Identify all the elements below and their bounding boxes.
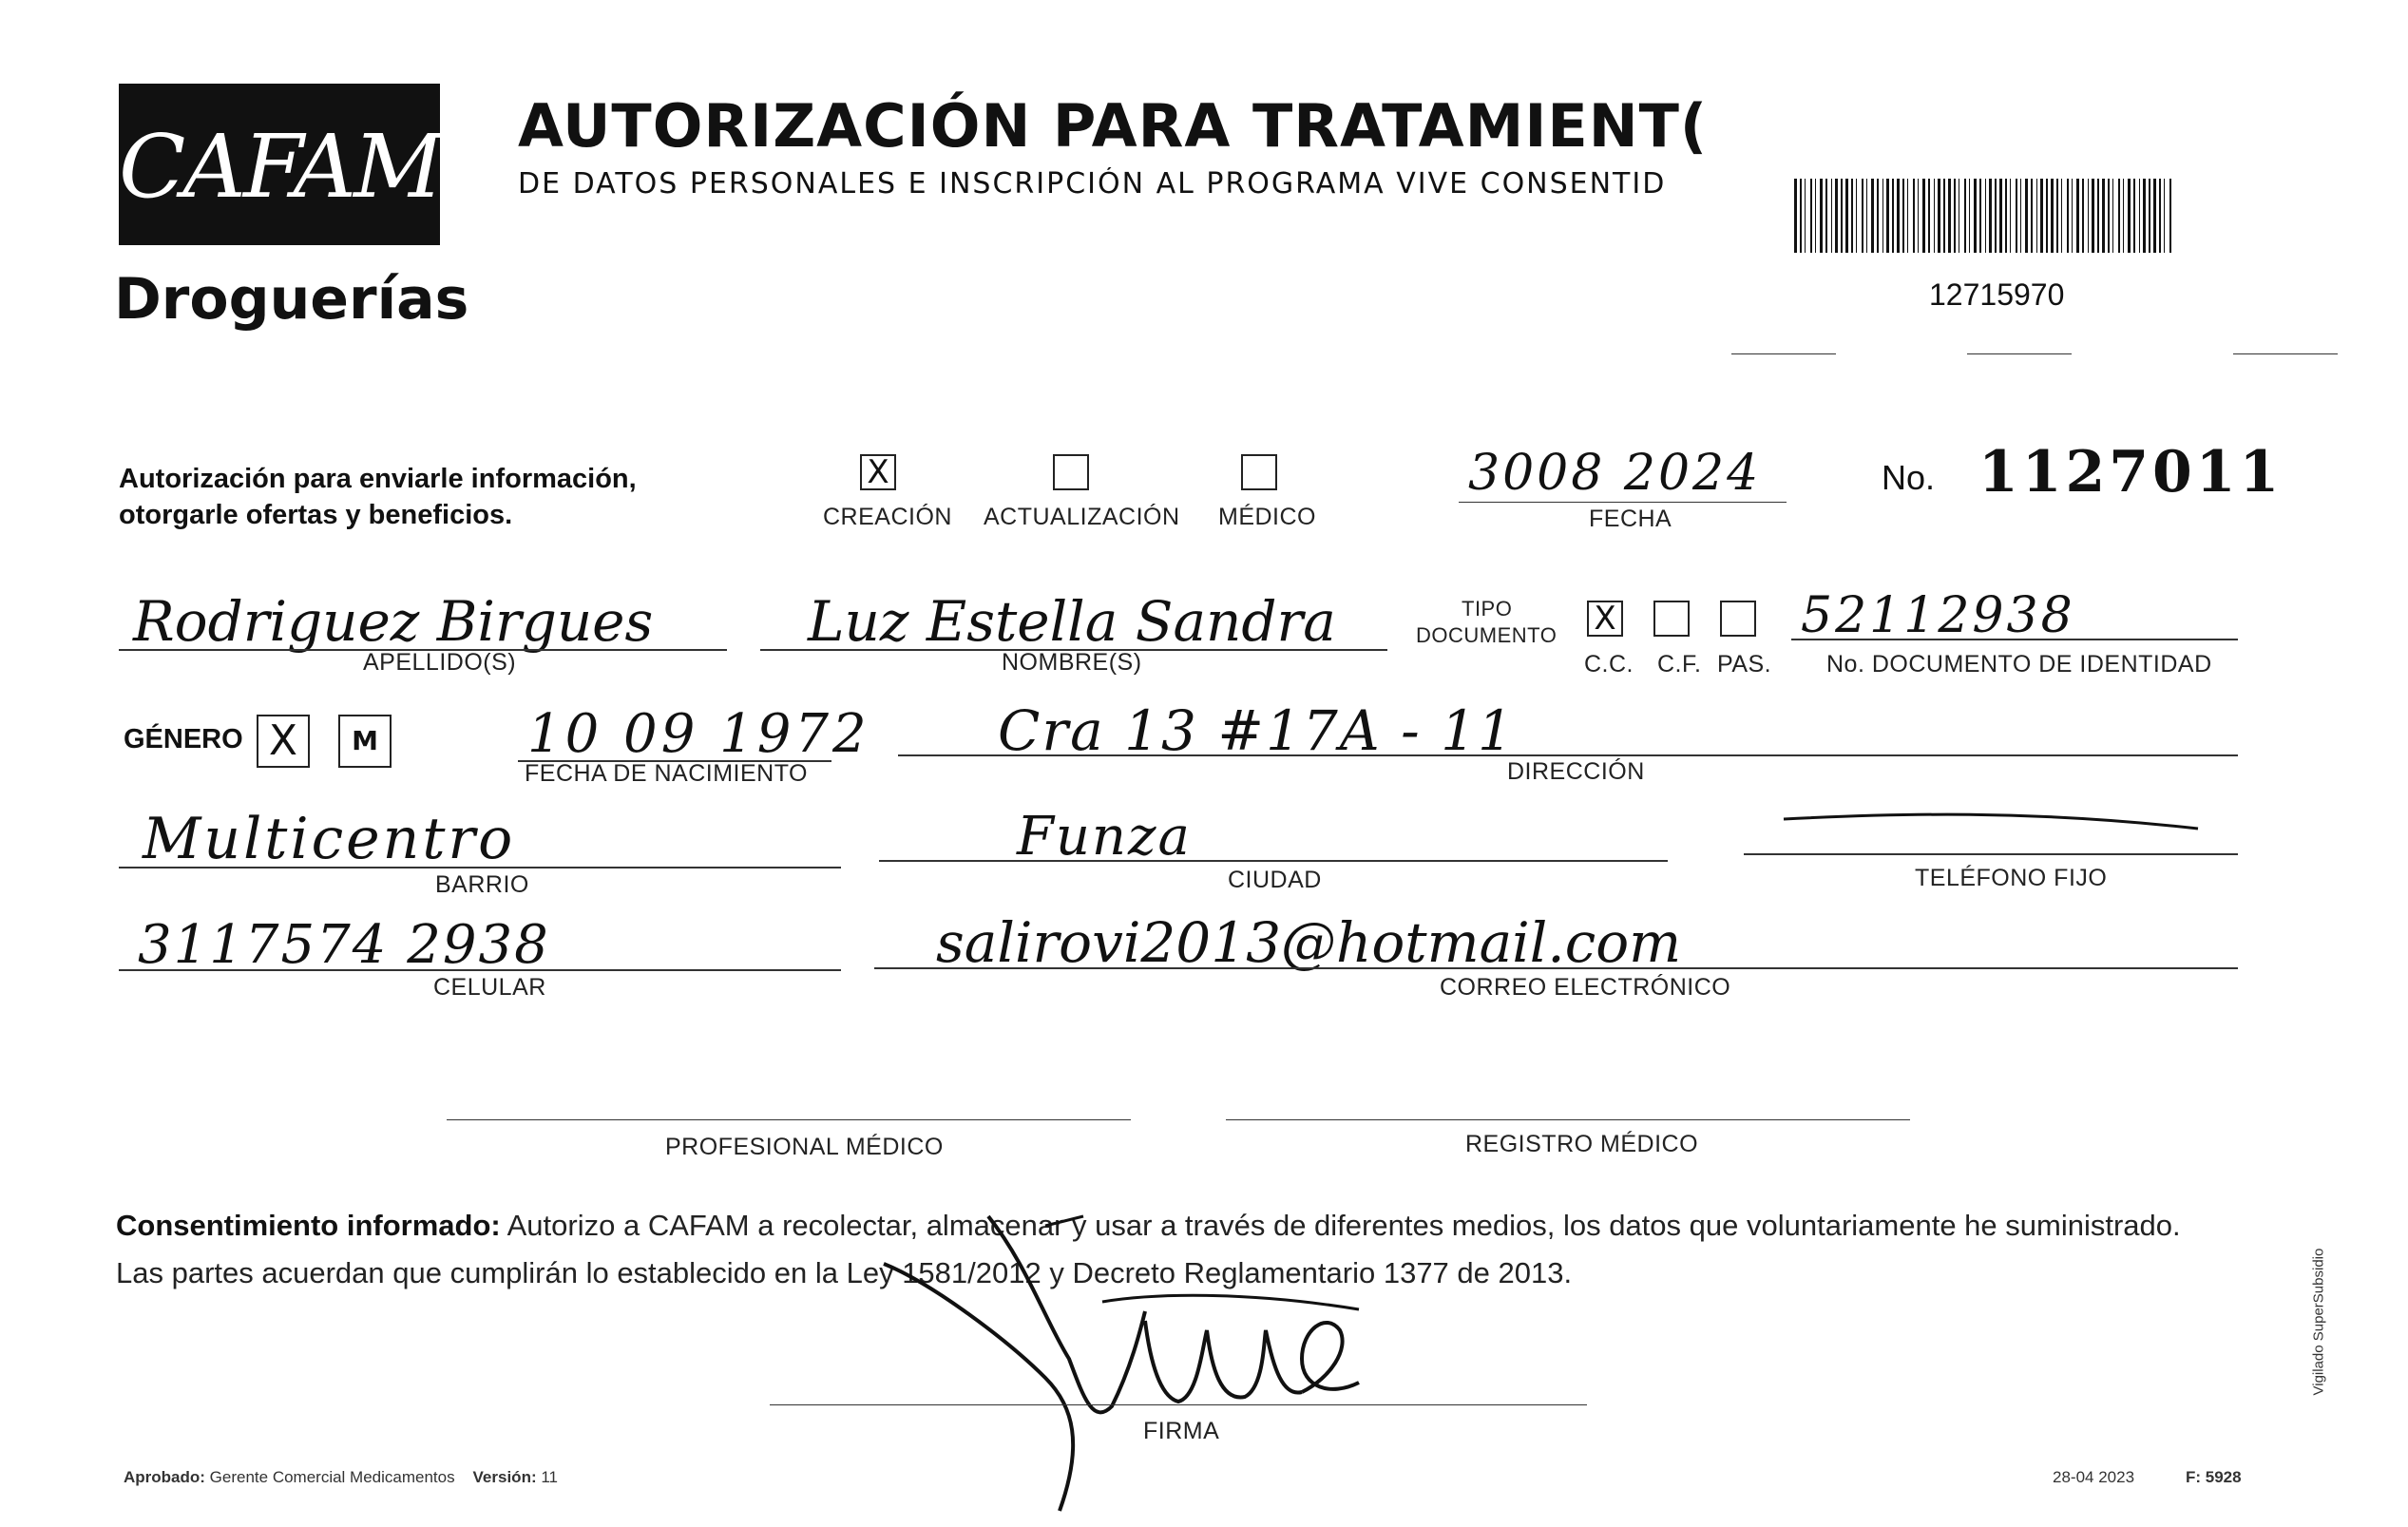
barcode-bar [1820, 179, 1823, 253]
footer-version-value: 11 [541, 1468, 559, 1486]
barcode-bar [1902, 179, 1904, 253]
barcode-bar [2149, 179, 2150, 253]
barcode-bar [2082, 179, 2084, 253]
medical-professional-label: PROFESIONAL MÉDICO [665, 1134, 944, 1160]
barcode-bar [2031, 179, 2033, 253]
email-label: CORREO ELECTRÓNICO [1440, 974, 1731, 1001]
barcode-bar [2169, 179, 2171, 253]
barcode-bar [2159, 179, 2161, 253]
barcode-bar [1922, 179, 1925, 253]
footer-date-code: 28-04 2023 [2053, 1468, 2135, 1486]
surnames-value[interactable]: Rodriguez Birgues [133, 589, 654, 654]
barcode-bar [2097, 179, 2099, 253]
barcode-bar [1810, 179, 1812, 253]
barcode-number: 12715970 [1929, 277, 2065, 312]
barcode-bar [2123, 179, 2124, 253]
footer-approved [124, 1468, 558, 1487]
barcode-bar [1928, 179, 1930, 253]
barcode-bar [1989, 179, 1992, 253]
birth-date-label: FECHA DE NACIMIENTO [525, 760, 808, 787]
checkbox-gender-f[interactable]: X [257, 715, 310, 768]
barcode-bar [1866, 179, 1867, 253]
label-actualizacion: ACTUALIZACIÓN [984, 504, 1180, 530]
vigilado-text: Vigilado SuperSubsidio [2310, 1248, 2327, 1396]
authorization-intro-line2: otorgarle ofertas y beneficios. [119, 500, 513, 530]
barcode-bar [1862, 179, 1863, 253]
footer-approved-value: Gerente Comercial Medicamentos [209, 1468, 455, 1486]
date-label: FECHA [1589, 506, 1672, 532]
barcode-bar [2092, 179, 2094, 253]
barcode-bar [2046, 179, 2048, 253]
barcode-bar [1886, 179, 1889, 253]
authorization-intro-line1: Autorización para enviarle información, [119, 464, 637, 494]
barcode-bar [1851, 179, 1853, 253]
barcode-bar [1845, 179, 1848, 253]
mobile-label: CELULAR [433, 974, 546, 1001]
names-label: NOMBRE(S) [1002, 649, 1142, 676]
barcode-bar [1943, 179, 1945, 253]
barcode-bar [2112, 179, 2113, 253]
doc-number-value[interactable]: 52112938 [1801, 587, 2075, 644]
barcode-bar [2102, 179, 2105, 253]
label-creacion: CREACIÓN [823, 504, 952, 530]
barcode-bar [2067, 179, 2069, 253]
barcode-bar [2016, 179, 2017, 253]
barcode-bar [2128, 179, 2131, 253]
footer-f-code: F: 5928 [2186, 1468, 2242, 1486]
signature-label: FIRMA [1143, 1418, 1220, 1444]
barrio-value[interactable]: Multicentro [143, 806, 516, 872]
doc-type-label-2: DOCUMENTO [1416, 623, 1558, 647]
checkbox-actualizacion[interactable] [1053, 454, 1089, 490]
barcode-bar [2061, 179, 2062, 253]
barcode-bar [1871, 179, 1874, 253]
barcode-bar [1841, 179, 1843, 253]
barcode-bar [1979, 179, 1981, 253]
barcode-bar [1882, 179, 1883, 253]
logo-text: CAFAM [119, 116, 441, 218]
address-value[interactable]: Cra 13 #17A - 11 [998, 698, 1515, 763]
names-value[interactable]: Luz Estella Sandra [808, 589, 1336, 654]
checkbox-gender-m[interactable]: M [338, 715, 392, 768]
barcode-bar [1985, 179, 1986, 253]
consent-lead: Consentimiento informado: [116, 1209, 501, 1242]
footer-version-label: Versión: [472, 1468, 537, 1486]
barcode-bar [2025, 179, 2028, 253]
footer-approved-label: Aprobado: [124, 1468, 205, 1486]
barcode-bar [2056, 179, 2058, 253]
barrio-label: BARRIO [435, 871, 529, 898]
brand-subtitle: Droguerías [114, 266, 469, 333]
checkbox-cf[interactable] [1653, 601, 1690, 637]
consent-line2: Las partes acuerdan que cumplirán lo establecido en la Ley 1581/2012 y Decreto Reglamentario 1377 de 2013. [116, 1256, 1573, 1289]
phone-strike-line [1782, 810, 2200, 848]
checkbox-pas[interactable] [1720, 601, 1756, 637]
form-title: AUTORIZACIÓN PARA TRATAMIENT( [518, 91, 1709, 161]
barcode-bar [2153, 179, 2156, 253]
barcode-bar [1934, 179, 1935, 253]
barcode-bar [2036, 179, 2037, 253]
barcode-bar [2072, 179, 2073, 253]
number-label: No. [1882, 458, 1936, 497]
barcode-bar [2088, 179, 2089, 253]
gender-label: GÉNERO [124, 724, 243, 754]
barcode-bar [1825, 179, 1827, 253]
barcode-bar [1913, 179, 1915, 253]
barcode-bar [2076, 179, 2079, 253]
barcode-bar [1892, 179, 1894, 253]
barcode-bar [1938, 179, 1940, 253]
barcode-bar [1995, 179, 1997, 253]
label-medico: MÉDICO [1218, 504, 1316, 530]
barcode-bar [2005, 179, 2007, 253]
checkbox-medico[interactable] [1241, 454, 1277, 490]
label-pas: PAS. [1717, 651, 1772, 678]
email-value[interactable]: salirovi2013@hotmail.com [936, 910, 1682, 975]
date-value[interactable]: 3008 2024 [1468, 445, 1762, 502]
barcode-bar [1856, 179, 1857, 253]
barcode-bar [1969, 179, 1970, 253]
barcode-bar [1800, 179, 1802, 253]
barcode-bar [1831, 179, 1832, 253]
checkbox-creacion[interactable]: X [860, 454, 896, 490]
barcode-icon [1794, 179, 2174, 253]
barcode-bar [2133, 179, 2135, 253]
surnames-label: APELLIDO(S) [363, 649, 517, 676]
barcode-bar [1815, 179, 1816, 253]
barcode-bar [2118, 179, 2120, 253]
barcode-bar [1897, 179, 1900, 253]
barcode-bar [1948, 179, 1951, 253]
vigilado-vertical [2300, 1188, 2338, 1416]
barcode-bar [1907, 179, 1908, 253]
consent-line1: Autorizo a CAFAM a recolectar, almacenar y usar a través de diferentes medios, los datos que voluntariamente he suministrado. [506, 1209, 2181, 1242]
barcode-bar [2010, 179, 2011, 253]
form-number: 1127011 [1978, 439, 2284, 506]
barcode-bar [2020, 179, 2021, 253]
doc-type-label-1: TIPO [1462, 597, 1513, 620]
form-subtitle: DE DATOS PERSONALES E INSCRIPCIÓN AL PROGRAMA VIVE CONSENTID [518, 167, 1667, 200]
barcode-bar [2143, 179, 2146, 253]
doc-number-label: No. DOCUMENTO DE IDENTIDAD [1826, 651, 2212, 678]
city-value[interactable]: Funza [1017, 806, 1192, 868]
signature-scribble [855, 1207, 1387, 1520]
checkbox-cc[interactable]: X [1587, 601, 1623, 637]
barcode-bar [2051, 179, 2054, 253]
barcode-bar [1877, 179, 1879, 253]
label-cc: C.C. [1584, 651, 1634, 678]
cafam-logo [119, 84, 440, 245]
barcode-bar [1954, 179, 1956, 253]
barcode-bar [2040, 179, 2043, 253]
city-label: CIUDAD [1228, 867, 1322, 893]
barcode-bar [1964, 179, 1966, 253]
medical-registry-label: REGISTRO MÉDICO [1465, 1131, 1699, 1157]
barcode-bar [2139, 179, 2140, 253]
phone-label: TELÉFONO FIJO [1915, 865, 2108, 891]
barcode-bar [2164, 179, 2165, 253]
label-cf: C.F. [1657, 651, 1702, 678]
barcode-bar [2108, 179, 2110, 253]
barcode-bar [1835, 179, 1838, 253]
barcode-bar [1999, 179, 2002, 253]
barcode-bar [1918, 179, 1919, 253]
birth-date-value[interactable]: 10 09 1972 [527, 703, 870, 765]
mobile-value[interactable]: 3117574 2938 [138, 914, 550, 976]
address-label: DIRECCIÓN [1507, 758, 1645, 785]
barcode-bar [1974, 179, 1977, 253]
barcode-bar [1805, 179, 1806, 253]
barcode-bar [1794, 179, 1797, 253]
